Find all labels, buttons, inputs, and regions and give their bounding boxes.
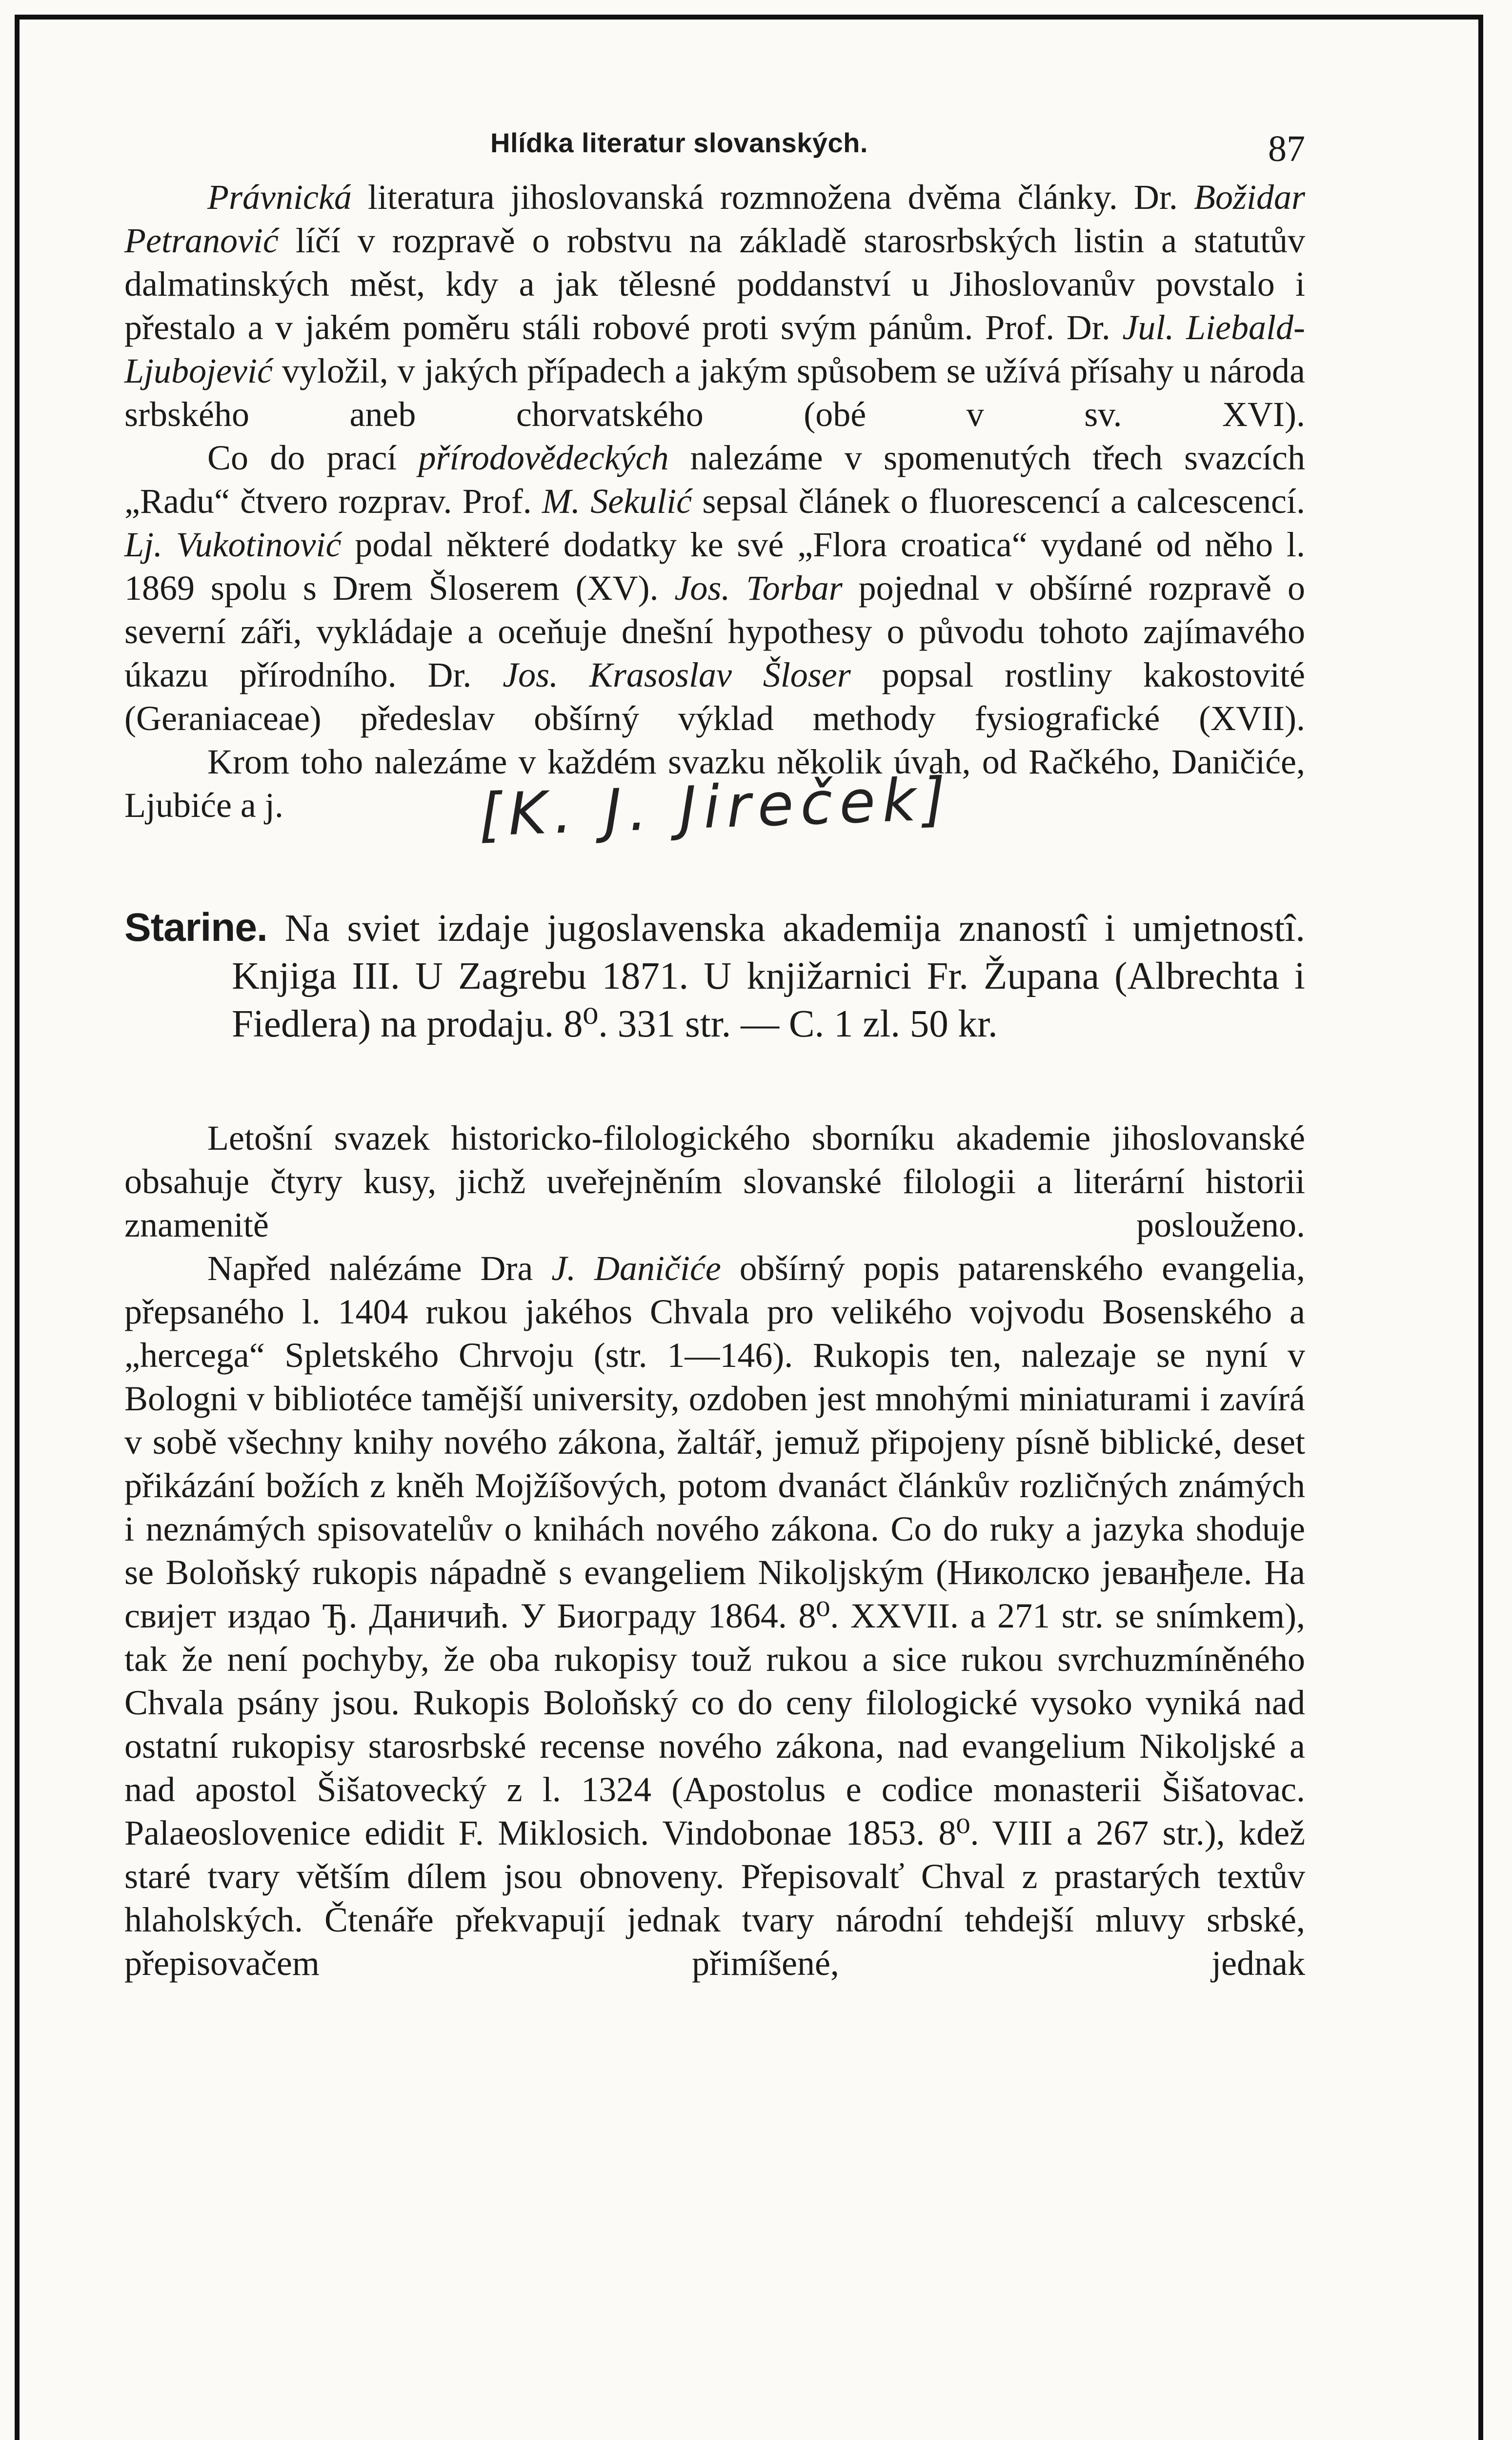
paragraph-other-essays <box>124 740 1305 850</box>
author-sloser: Jos. Krasoslav Šloser <box>503 655 851 694</box>
text-run: podal některé dodatky ke své „Flora croatica“ vydané od něho l. 1869 spolu s Drem Šloserem (XV). <box>124 525 1305 608</box>
handwritten-annotation: [K. J. Jireček] <box>477 765 954 850</box>
bibliographic-heading <box>124 904 1305 1048</box>
text-run: pojednal v obšírné rozpravě o severní záři, vykládaje a oceňuje dnešní hypothesy o původu tohoto zajímavého úkazu přírodního. Dr. <box>124 569 1306 694</box>
running-title: Hlídka literatur slovanských. <box>490 127 868 158</box>
author-liebald: Jul. Liebald-Ljubojević <box>124 308 1305 390</box>
author-vukotinovic: Lj. Vukotinović <box>124 525 342 564</box>
entry-citation: Na sviet izdaje jugoslavenska akademija znanostî i umjetnostî. Knjiga III. U Zagrebu 1871. U knjižarnici Fr. Župana (Albrechta i Fiedlera) na prodaju. 8⁰. 331 str. — C. 1 zl. 50 kr. <box>232 907 1305 1045</box>
text-run: literatura jihoslovanská rozmnožena dvěma články. Dr. <box>351 178 1194 217</box>
text-run: Krom toho nalezáme v každém svazku několik úvah, od Račkého, Daničiće, Ljubiće a j. <box>124 742 1305 825</box>
text-run: nalezáme v spomenutých třech svazcích „Radu“ čtvero rozprav. Prof. <box>124 438 1306 521</box>
author-torbar: Jos. Torbar <box>674 569 843 608</box>
paragraph-legal-literature <box>124 176 1305 436</box>
emph-prirodovedeckych: přírodovědeckých <box>418 438 669 477</box>
text-run: sepsal článek o fluorescencí a calcescencí. <box>692 482 1306 521</box>
emph-pravnicka: Právnická <box>207 178 352 217</box>
review-entry-starine <box>124 904 1305 1048</box>
author-petranovic: Božidar Petranović <box>124 178 1305 260</box>
document-page <box>124 88 1305 1985</box>
paragraph-natural-sciences <box>124 436 1305 740</box>
page-header <box>124 88 1305 176</box>
review-body <box>124 1117 1305 1985</box>
author-sekulic: M. Sekulić <box>542 482 692 521</box>
entry-title: Starine. <box>124 905 267 950</box>
page-number: 87 <box>1268 128 1305 169</box>
text-run: obšírný popis patarenského evangelia, přepsaného l. 1404 rukou jakéhos Chvala pro velikého vojvodu Bosenského a „hercega“ Spletského Chrvoju (str. 1—146). Rukopis ten, nalezaje se nyní v Bologni v bibliotéce tamější university, ozdoben jest mnohými miniaturami i zavírá v sobě všechny knihy nového zákona, žaltář, jemuž připojeny písně biblické, deset přikázání božích z kněh Mojžíšových, potom dvanáct článkův rozličných známých i neznámých spisovatelův o knihách nového zákona. Co do ruky a jazyka shoduje se Boloňský rukopis nápadně s evangeliem Nikoljským (Николско јеванђеле. На свијет издао Ђ. Даничић. У Биограду 1864. 8⁰. XXVII. a 271 str. se snímkem), tak že není pochyby, že oba rukopisy touž rukou a sice rukou svrchuzmíněného Chvala psány jsou. Rukopis Boloňský co do ceny filologické vysoko vyniká nad ostatní rukopisy starosrbské recense nového zákona, nad evangelium Nikoljské a nad apostol Šišatovecký z l. 1324 (Apostolus e codice monasterii Šišatovac. Palaeoslovenice edidit F. Miklosich. Vindobonae 1853. 8⁰. VIII a 267 str.), kdež staré tvary větším dílem jsou obnoveny. Přepisovalť Chval z prastarých textův hlaholských. Čtenáře překvapují jednak tvary národní tehdejší mluvy srbské, přepisovačem přimíšené, jednak <box>124 1249 1306 1983</box>
author-danicic: J. Daničiće <box>551 1249 721 1288</box>
paragraph-daniciс-description <box>124 1247 1305 1985</box>
paragraph-volume-summary: Letošní svazek historicko-filologického sborníku akademie jihoslovanské obsahuje čtyry kusy, jichž uveřejněním slovanské filologii a literární historii znamenitě poslouženo. <box>124 1118 1305 1244</box>
text-run: Napřed nalézáme Dra <box>207 1249 552 1288</box>
text-run: Co do prací <box>207 438 419 477</box>
text-run: vyložil, v jakých případech a jakým spůsobem se užívá přísahy u národa srbského aneb chorvatského (obé v sv. XVI). <box>124 351 1305 434</box>
text-run: popsal rostliny kakostovité (Geraniaceae) předeslav obšírný výklad methody fysiografické (XVII). <box>124 655 1305 738</box>
text-run: líčí v rozpravě o robstvu na základě starosrbských listin a statutův dalmatinských měst, kdy a jak tělesné poddanství u Jihoslovanův povstalo i přestalo a v jakém poměru stáli robové proti svým pánům. Prof. Dr. <box>124 221 1305 347</box>
